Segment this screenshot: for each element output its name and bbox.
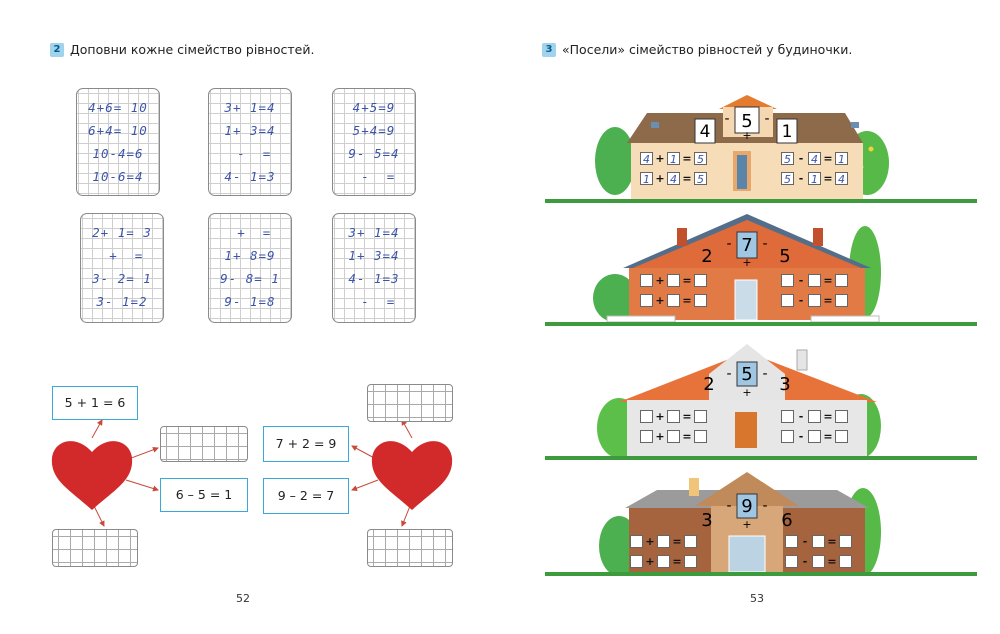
equation-cell[interactable]: 1 [835,152,848,165]
equation-operator: = [823,152,833,165]
minus-sign: - [762,236,768,252]
equation-line: 1+ 8=9 [224,248,276,263]
task-number-badge: 3 [542,43,556,57]
equation-operator: - [798,410,804,423]
task-2-header [50,42,314,57]
equation-operator: + [655,172,665,185]
minus-sign: - [726,366,732,382]
equation-operator: = [682,152,692,165]
heart-left [52,441,132,510]
house-4-numbers [545,466,977,582]
equation-operator: = [682,172,692,185]
equation-line: 4- 1=3 [224,169,276,184]
equation-operator: = [827,535,837,548]
equation-cell[interactable]: 5 [781,172,794,185]
empty-answer-grid[interactable] [367,529,453,567]
equation-operator: = [827,555,837,568]
equation-operator: = [682,430,692,443]
equation-line: 3+ 1=4 [348,225,400,240]
equation-card [76,88,160,196]
house-number-top: 5 [741,111,753,132]
equation-cell[interactable] [808,294,821,307]
house-number-right: 6 [781,510,793,531]
equation-cell[interactable] [694,410,707,423]
equation-cell[interactable]: 1 [640,172,653,185]
equation-operator: + [655,410,665,423]
equation-operator: = [823,274,833,287]
page-number: 53 [750,592,764,605]
minus-sign: - [724,111,730,127]
equation-line: 1+ 3=4 [348,248,400,263]
equation-cell[interactable] [630,535,643,548]
equation-cell[interactable] [684,535,697,548]
equation-line: 4+5=9 [352,100,396,115]
equation-cell[interactable] [694,430,707,443]
equation-cell[interactable] [808,410,821,423]
equation-cell[interactable] [781,410,794,423]
equation-operator: = [682,274,692,287]
house-2-numbers [545,212,977,330]
equation-cell[interactable]: 5 [781,152,794,165]
equation-operator: = [823,172,833,185]
equation-line: 9- 5=4 [348,146,400,161]
house-number-left: 2 [701,246,713,267]
equation-cell[interactable]: 5 [694,152,707,165]
equation-line: 3+ 1=4 [224,100,276,115]
arrow [94,506,104,526]
equation-cell[interactable] [839,535,852,548]
equation-cell[interactable] [630,555,643,568]
equation-line: + = [100,248,144,263]
empty-answer-grid[interactable] [160,426,248,462]
equation-operator: - [798,294,804,307]
empty-answer-grid[interactable] [367,384,453,422]
equation-line: 9- 8= 1 [220,271,280,286]
equation-line: 4+6= 10 [88,100,148,115]
house-number-top: 5 [741,364,753,385]
equation-operator: - [802,555,808,568]
equation-cell[interactable] [835,274,848,287]
equation-cell[interactable]: 1 [667,152,680,165]
equation-box: 7 + 2 = 9 [263,426,349,462]
plus-sign: + [742,518,752,531]
equation-cell[interactable] [640,430,653,443]
equation-operator: + [645,555,655,568]
house-number-top: 9 [741,496,753,517]
equation-line: 9- 1=8 [224,294,276,309]
equation-card [332,88,416,196]
equation-operator: - [798,274,804,287]
arrow [352,480,378,490]
house-number-left: 2 [703,374,715,395]
task-3-header [542,42,852,57]
equation-box: 9 – 2 = 7 [263,478,349,514]
equation-cell[interactable] [694,294,707,307]
minus-sign: - [762,366,768,382]
equation-line: 1+ 3=4 [224,123,276,138]
equation-cell[interactable] [808,430,821,443]
equation-operator: - [798,172,804,185]
equation-cell[interactable]: 4 [667,172,680,185]
heart-right [372,441,452,510]
house-number-right: 5 [779,246,791,267]
house-number-left: 4 [699,122,711,142]
equation-cell[interactable] [835,294,848,307]
equation-card [332,213,416,323]
minus-sign: - [764,111,770,127]
equation-cell[interactable] [835,410,848,423]
equation-operator: = [823,294,833,307]
house-number-left: 3 [701,510,713,531]
equation-line: - = [352,169,396,184]
equation-line: 6+4= 10 [88,123,148,138]
equation-cell[interactable] [781,430,794,443]
house-3-numbers [545,340,977,464]
minus-sign: - [726,236,732,252]
equation-cell[interactable] [808,274,821,287]
equation-cell[interactable] [667,294,680,307]
plus-sign: + [742,256,752,269]
equation-cell[interactable]: 4 [808,152,821,165]
equation-operator: = [672,535,682,548]
equation-cell[interactable] [694,274,707,287]
plus-sign: + [742,386,752,399]
equation-cell[interactable] [657,535,670,548]
equation-cell[interactable] [657,555,670,568]
equation-operator: = [672,555,682,568]
equation-line: - = [228,146,272,161]
equation-cell[interactable] [781,274,794,287]
task-2-title: Доповни кожне сімейство рівностей. [70,42,315,57]
empty-answer-grid[interactable] [52,529,138,567]
equation-operator: + [655,274,665,287]
task-3-title: «Посели» сімейство рівностей у будиночки. [562,42,853,57]
page-number: 52 [236,592,250,605]
equation-cell[interactable] [785,555,798,568]
equation-card [80,213,164,323]
minus-sign: - [726,498,732,514]
equation-operator: = [823,430,833,443]
equation-line: - = [352,294,396,309]
equation-cell[interactable] [640,410,653,423]
equation-cell[interactable] [781,294,794,307]
equation-operator: + [645,535,655,548]
arrow [126,480,158,490]
equation-cell[interactable]: 4 [640,152,653,165]
equation-operator: - [798,430,804,443]
equation-cell[interactable] [812,535,825,548]
equation-box: 5 + 1 = 6 [52,386,138,420]
equation-operator: - [802,535,808,548]
equation-cell[interactable]: 5 [694,172,707,185]
equation-operator: + [655,430,665,443]
equation-cell[interactable]: 4 [835,172,848,185]
equation-cell[interactable] [835,430,848,443]
equation-cell[interactable] [640,274,653,287]
equation-line: 2+ 1= 3 [92,225,152,240]
equation-operator: - [798,152,804,165]
task-number-badge: 2 [50,43,64,57]
house-number-right: 1 [781,122,793,142]
arrow [402,420,412,438]
house-number-right: 3 [779,374,791,395]
equation-card [208,213,292,323]
arrow [402,506,410,526]
house-1-numbers [545,93,977,205]
equation-cell[interactable] [667,410,680,423]
equation-card [208,88,292,196]
plus-sign: + [742,129,752,142]
equation-line: 3- 2= 1 [92,271,152,286]
equation-cell[interactable] [839,555,852,568]
equation-box: 6 – 5 = 1 [160,478,248,512]
equation-line: 4- 1=3 [348,271,400,286]
equation-cell[interactable] [667,430,680,443]
equation-operator: = [682,410,692,423]
equation-cell[interactable] [640,294,653,307]
equation-operator: = [682,294,692,307]
equation-line: 10-4=6 [92,146,144,161]
equation-line: 3- 1=2 [96,294,148,309]
equation-cell[interactable] [785,535,798,548]
equation-cell[interactable] [684,555,697,568]
minus-sign: - [762,498,768,514]
equation-cell[interactable] [812,555,825,568]
equation-operator: + [655,294,665,307]
equation-operator: = [823,410,833,423]
equation-line: 5+4=9 [352,123,396,138]
arrow [92,420,102,438]
equation-operator: + [655,152,665,165]
house-number-top: 7 [741,235,753,256]
equation-cell[interactable]: 1 [808,172,821,185]
equation-cell[interactable] [667,274,680,287]
equation-line: + = [228,225,272,240]
equation-line: 10-6=4 [92,169,144,184]
